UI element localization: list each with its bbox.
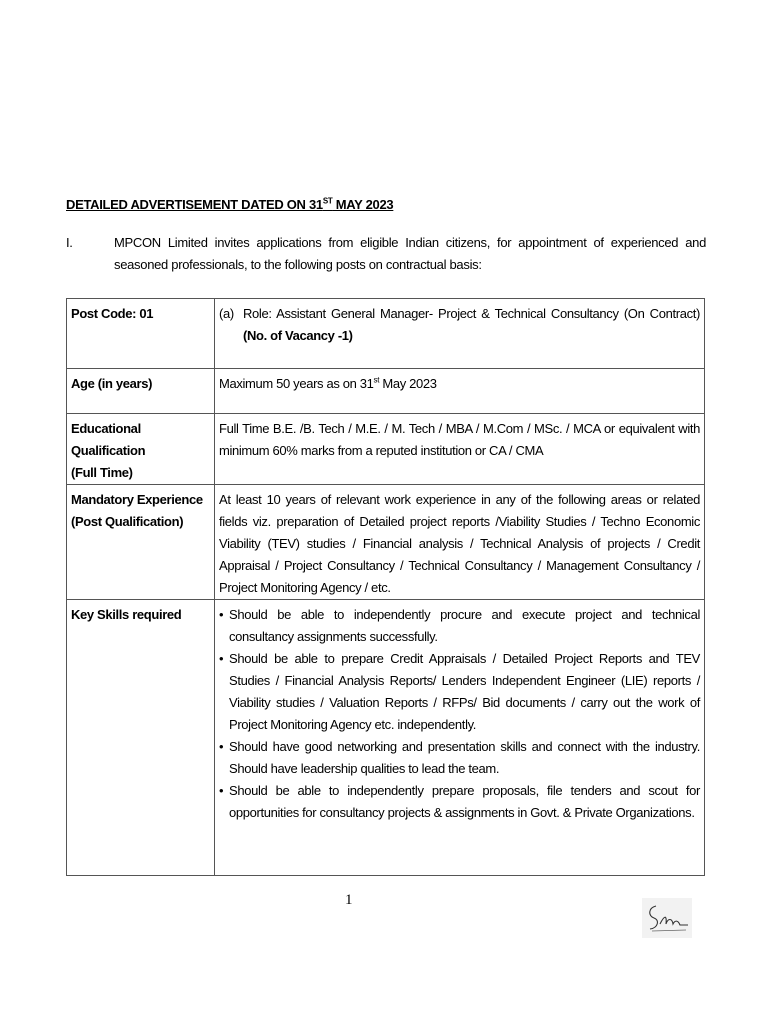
table-row-post-code (67, 299, 705, 369)
education-label-line2: (Full Time) (71, 465, 133, 480)
education-label-line1: Educational Qualification (71, 421, 146, 458)
list-item (219, 648, 700, 736)
page-number: 1 (345, 892, 353, 908)
experience-label-line1: Mandatory Experience (71, 492, 203, 507)
table-row-experience (67, 485, 705, 600)
skill-text: Should be able to prepare Credit Appraisals / Detailed Project Reports and TEV Studies / Financial Analysis Reports/ Lenders Independent Engineer (LIE) reports / Viability studies / Valuation Reports / RFPs/ Bid documents / carry out the work of Project Monitoring Agency etc. independently. (229, 651, 700, 732)
bullet-icon: • (219, 739, 224, 754)
page-title (66, 197, 393, 212)
age-suffix: May 2023 (379, 376, 437, 391)
intro-paragraph (66, 232, 706, 276)
experience-label (67, 485, 215, 600)
title-suffix: MAY 2023 (332, 197, 394, 212)
bullet-icon: • (219, 651, 224, 666)
experience-value: At least 10 years of relevant work experience in any of the following areas or related fields viz. preparation of Detailed project reports /Viability Studies / Techno Economic Viability (TEV) studies / Financial analysis / Technical Analysis of projects / Credit Appraisal / Project Consultancy / Technical Consultancy / Management Consultancy / Project Monitoring Agency / etc. (215, 485, 705, 600)
age-label: Age (in years) (67, 369, 215, 414)
skill-text: Should be able to independently prepare proposals, file tenders and scout for opportunities for consultancy projects & assignments in Govt. & Private Organizations. (229, 783, 700, 820)
role-tag: (a) (219, 306, 234, 321)
education-label (67, 414, 215, 485)
title-prefix: DETAILED ADVERTISEMENT DATED ON 31 (66, 197, 323, 212)
bullet-icon: • (219, 783, 224, 798)
experience-label-line2: (Post Qualification) (71, 514, 184, 529)
signature-scribble (642, 898, 692, 938)
post-details-table (66, 298, 705, 876)
section-numeral: I. (66, 235, 73, 250)
skill-text: Should be able to independently procure and execute project and technical consultancy assignments successfully. (229, 607, 700, 644)
table-row-education (67, 414, 705, 485)
role-cell (215, 299, 705, 369)
title-superscript: ST (322, 196, 333, 206)
intro-text: MPCON Limited invites applications from eligible Indian citizens, for appointment of experienced and seasoned professionals, to the following posts on contractual basis: (114, 235, 706, 272)
age-superscript: st (373, 375, 380, 385)
vacancy-count: (No. of Vacancy -1) (243, 328, 353, 343)
skills-label: Key Skills required (67, 600, 215, 876)
table-row-age (67, 369, 705, 414)
list-item (219, 736, 700, 780)
skills-list (219, 604, 700, 824)
table-row-skills (67, 600, 705, 876)
list-item (219, 780, 700, 824)
skill-text: Should have good networking and presentation skills and connect with the industry. Should have leadership qualities to lead the team. (229, 739, 700, 776)
role-text: Role: Assistant General Manager- Project & Technical Consultancy (On Contract) (243, 306, 700, 321)
list-item (219, 604, 700, 648)
age-prefix: Maximum 50 years as on 31 (219, 376, 374, 391)
bullet-icon: • (219, 607, 224, 622)
age-value (215, 369, 705, 414)
education-value: Full Time B.E. /B. Tech / M.E. / M. Tech / MBA / M.Com / MSc. / MCA or equivalent with minimum 60% marks from a reputed institution or CA / CMA (215, 414, 705, 485)
skills-value (215, 600, 705, 876)
signature-image (642, 898, 692, 938)
post-code-label: Post Code: 01 (67, 299, 215, 369)
